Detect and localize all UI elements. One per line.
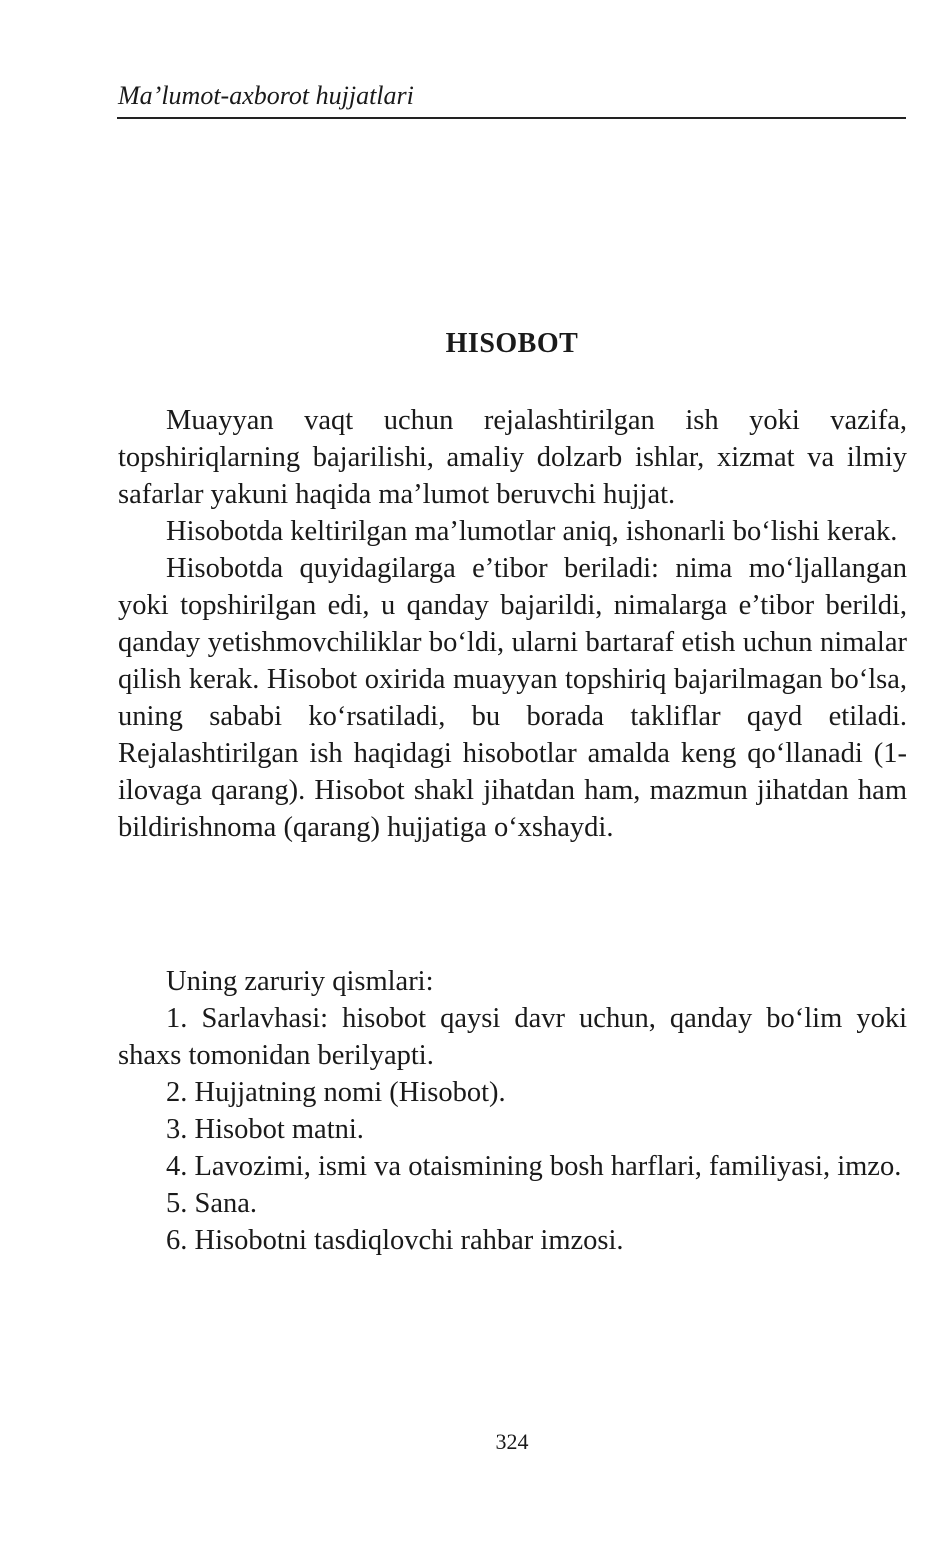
running-header: Ma’lumot-axborot hujjatlari <box>118 81 414 110</box>
content-paragraph: Hisobotda quyidagilarga e’tibor beriladi: nima mo‘ljallangan yoki topshirilgan edi, u qanday bajarildi, nimalarga e’tibor berildi, qanday yetishmovchiliklar bo‘ldi, ularni bartaraf etish uchun nimalar qilish kerak. Hisobot oxirida muayyan topshiriq bajarilmagan bo‘lsa, uning sababi ko‘rsatiladi, bu borada takliflar qayd etiladi. Rejalashtirilgan ish haqidagi hisobotlar amalda keng qo‘llanadi (1-ilovaga qarang). Hisobot shakl jihatdan ham, mazmun jihatdan ham bildirishnoma (qarang) hujjatiga o‘xshaydi. <box>118 553 907 843</box>
part-item: 5. Sana. <box>166 1188 258 1219</box>
part-item: 1. Sarlavhasi: hisobot qaysi davr uchun, qanday bo‘lim yoki shaxs tomonidan berilyapti. <box>118 1003 907 1071</box>
document-title: HISOBOT <box>445 328 579 359</box>
required-parts-section <box>118 963 907 1259</box>
part-item: 3. Hisobot matni. <box>166 1114 364 1145</box>
requirements-paragraph: Hisobotda keltirilgan ma’lumotlar aniq, ishonarli bo‘lishi kerak. <box>166 516 898 547</box>
definition-paragraph: Muayyan vaqt uchun rejalashtirilgan ish yoki vazifa, topshiriqlarning bajarilishi, amaliy dolzarb ishlar, xizmat va ilmiy safarlar yakuni haqida ma’lumot beruvchi hujjat. <box>118 405 907 510</box>
header-rule <box>117 117 906 119</box>
page-number: 324 <box>495 1429 529 1454</box>
part-item: 6. Hisobotni tasdiqlovchi rahbar imzosi. <box>166 1225 624 1256</box>
definition-section <box>118 402 907 846</box>
part-item: 4. Lavozimi, ismi va otaismining bosh harflari, familiyasi, imzo. <box>166 1151 902 1182</box>
parts-intro: Uning zaruriy qismlari: <box>166 966 434 997</box>
part-item: 2. Hujjatning nomi (Hisobot). <box>166 1077 506 1108</box>
